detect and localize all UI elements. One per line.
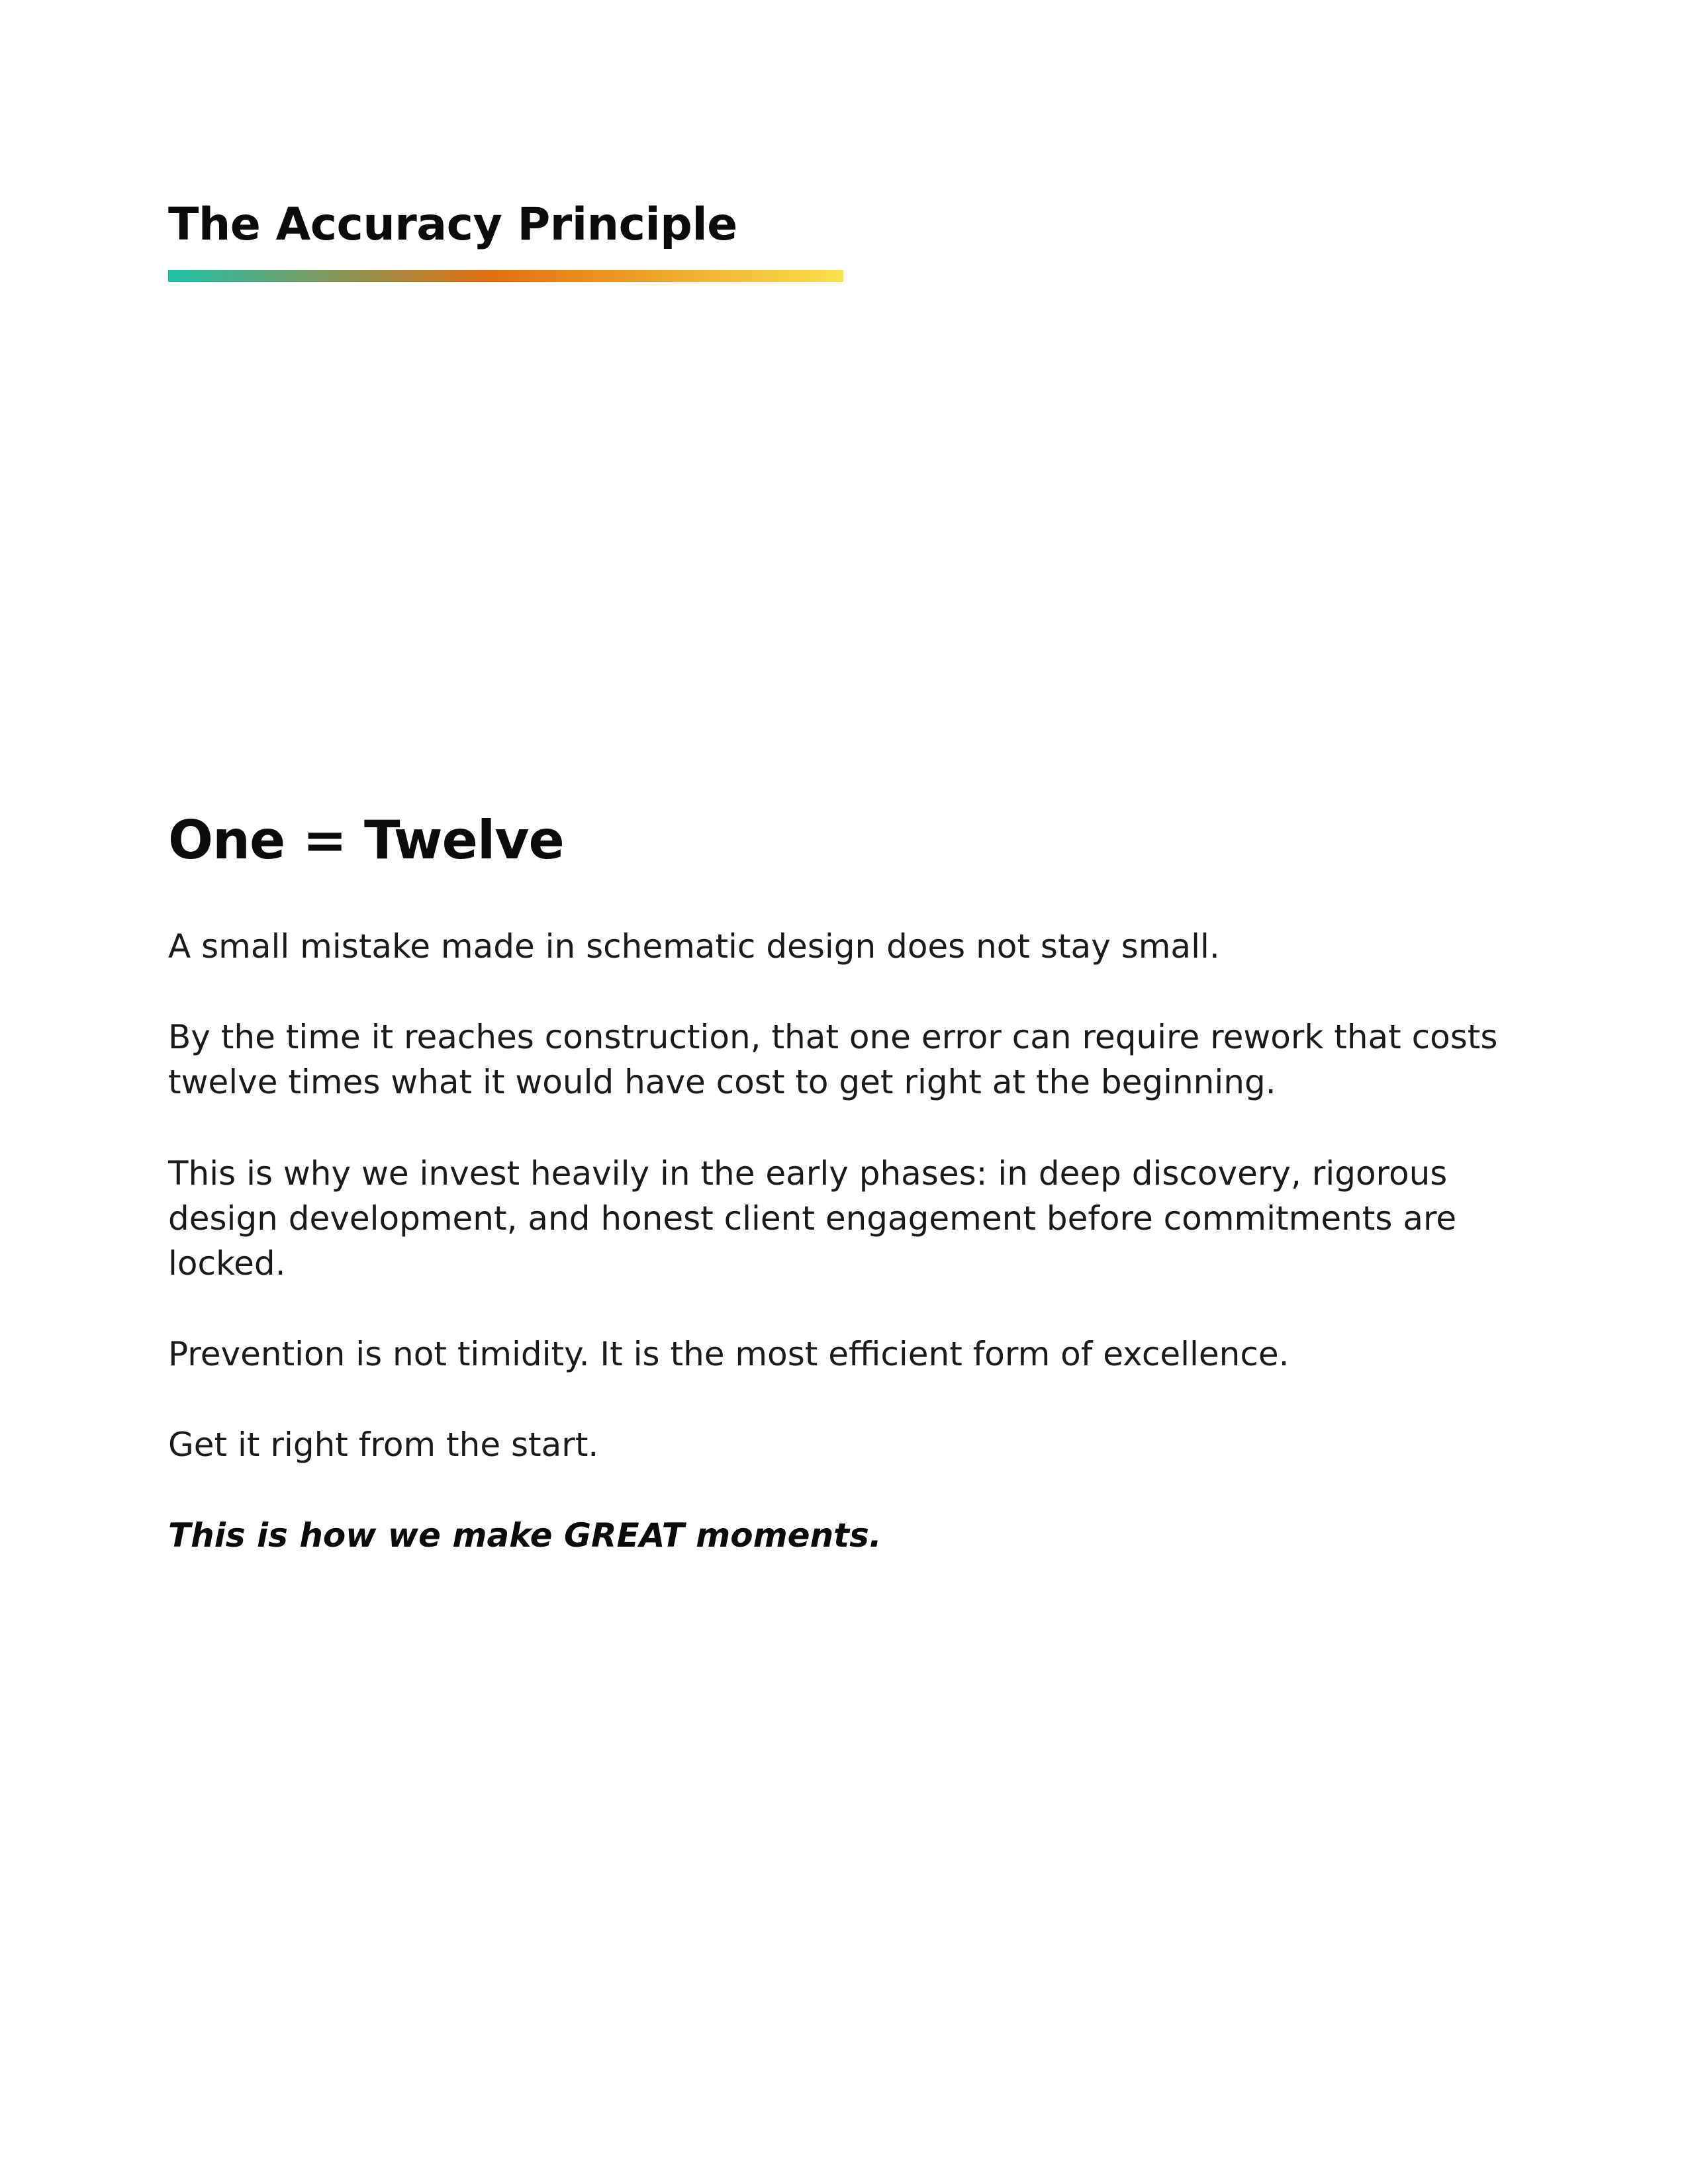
body-paragraph: By the time it reaches construction, that one error can require rework that costs twelve times what it would have cost to get right at the beginning. [168,1018,1498,1101]
body-paragraph: A small mistake made in schematic design does not stay small. [168,927,1220,966]
title-accent-bar [168,270,843,282]
body-paragraph: This is why we invest heavily in the early phases: in deep discovery, rigorous design development, and honest client engagement before commitments are locked. [168,1154,1457,1283]
section-heading: One = Twelve [168,809,564,871]
body-paragraph: Prevention is not timidity. It is the most efficient form of excellence. [168,1335,1289,1373]
closing-statement: This is how we make GREAT moments. [168,1516,882,1555]
body-paragraph: Get it right from the start. [168,1426,599,1464]
page-title: The Accuracy Principle [168,199,737,251]
